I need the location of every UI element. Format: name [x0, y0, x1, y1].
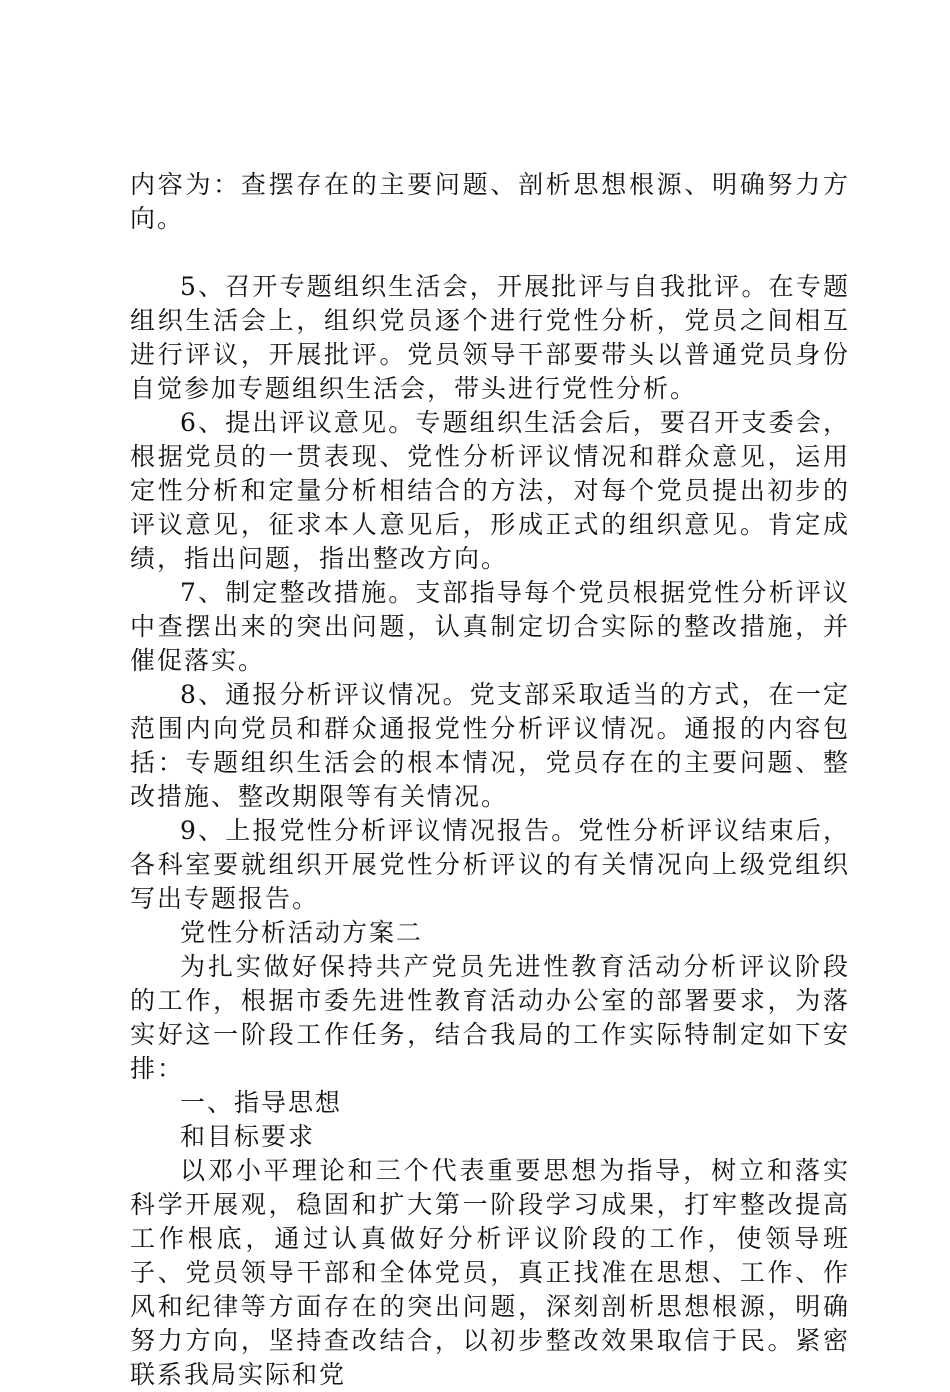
paragraph-3: 6、提出评议意见。专题组织生活会后，要召开支委会，根据党员的一贯表现、党性分析评议情况和群众意见，运用定性分析和定量分析相结合的方法，对每个党员提出初步的评议意见，征求本人意见后，形成正式的组织意见。肯定成绩，指出问题，指出整改方向。 [130, 408, 850, 573]
section-title: 党性分析活动方案二 [180, 918, 424, 947]
paragraph-11: 以邓小平理论和三个代表重要思想为指导，树立和落实科学开展观，稳固和扩大第一阶段学习成果，打牢整改提高工作根底，通过认真做好分析评议阶段的工作，使领导班子、党员领导干部和全体党员，真正找准在思想、工作、作风和纪律等方面存在的突出问题，深刻剖析思想根源，明确努力方向，坚持查改结合，以初步整改效果取信于民。紧密联系我局实际和党 [130, 1156, 850, 1389]
heading-goals: 和目标要求 [180, 1122, 316, 1151]
paragraph-1: 内容为：查摆存在的主要问题、剖析思想根源、明确努力方向。 [130, 170, 850, 233]
paragraph-2: 5、召开专题组织生活会，开展批评与自我批评。在专题组织生活会上，组织党员逐个进行党性分析，党员之间相互进行评议，开展批评。党员领导干部要带头以普通党员身份自觉参加专题组织生活会，带头进行党性分析。 [130, 272, 850, 403]
paragraph-4: 7、制定整改措施。支部指导每个党员根据党性分析评议中查摆出来的突出问题，认真制定切合实际的整改措施，并催促落实。 [130, 578, 850, 675]
paragraph-8: 为扎实做好保持共产党员先进性教育活动分析评议阶段的工作，根据市委先进性教育活动办公室的部署要求，为落实好这一阶段工作任务，结合我局的工作实际特制定如下安排： [130, 952, 850, 1083]
heading-guiding-thought: 一、指导思想 [180, 1088, 343, 1117]
paragraph-5: 8、通报分析评议情况。党支部采取适当的方式，在一定范围内向党员和群众通报党性分析评议情况。通报的内容包括：专题组织生活会的根本情况，党员存在的主要问题、整改措施、整改期限等有关情况。 [130, 680, 850, 811]
document-body [130, 168, 850, 1392]
paragraph-6: 9、上报党性分析评议情况报告。党性分析评议结束后，各科室要就组织开展党性分析评议的有关情况向上级党组织写出专题报告。 [130, 816, 850, 913]
